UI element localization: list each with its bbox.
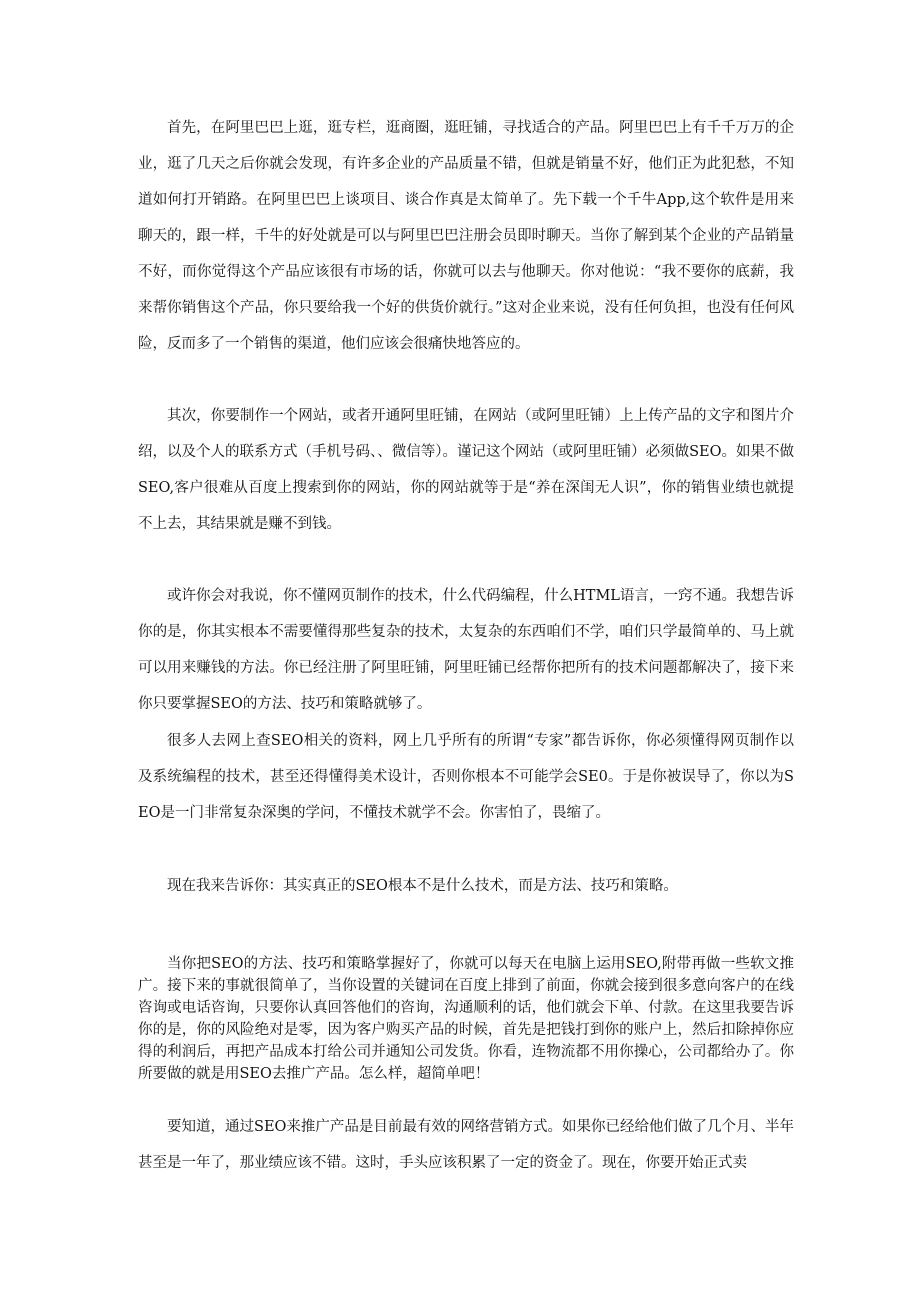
paragraph-build-website: 其次，你要制作一个网站，或者开通阿里旺铺，在网站（或阿里旺铺）上上传产品的文字和图片介绍，以及个人的联系方式（手机号码、、微信等）。谨记这个网站（或阿里旺铺）必须做SEO。如果不做SEO,客户很难从百度上搜索到你的网站，你的网站就等于是“养在深闺无人识”，你的销售业绩也就提不上去，其结果就是赚不到钱。 (138, 408, 794, 532)
paragraph-seo-is-strategy: 现在我来告诉你：其实真正的SEO根本不是什么技术，而是方法、技巧和策略。 (167, 878, 678, 894)
paragraph-seo-workflow: 当你把SEO的方法、技巧和策略掌握好了，你就可以每天在电脑上运用SEO,附带再做一些软文推广。接下来的事就很简单了，当你设置的关键词在百度上排到了前面，你就会接到很多意向客户的在线咨询或电话咨询，只要你认真回答他们的咨询，沟通顺利的话，他们就会下单、付款。在这里我要告诉你的是，你的风险绝对是零，因为客户购买产品的时候，首先是把钱打到你的账户上，然后扣除掉你应得的利润后，再把产品成本打给公司并通知公司发货。你看，连物流都不用你操心，公司都给办了。你所要做的就是用SEO去推广产品。怎么样，超简单吧！ (138, 956, 794, 1082)
paragraph-alibaba-sourcing: 首先，在阿里巴巴上逛，逛专栏，逛商圈，逛旺铺，寻找适合的产品。阿里巴巴上有千千万万的企业，逛了几天之后你就会发现，有许多企业的产品质量不错，但就是销量不好，他们正为此犯愁，不知道如何打开销路。在阿里巴巴上谈项目、谈合作真是太简单了。先下载一个千牛App,这个软件是用来聊天的，跟一样，千牛的好处就是可以与阿里巴巴注册会员即时聊天。当你了解到某个企业的产品销量不好，而你觉得这个产品应该很有市场的话，你就可以去与他聊天。你对他说：“我不要你的底薪，我来帮你销售这个产品，你只要给我一个好的供货价就行。”这对企业来说，没有任何负担，也没有任何风险，反而多了一个销售的渠道，他们应该会很痛快地答应的。 (138, 120, 794, 352)
paragraph-seo-most-effective: 要知道，通过SEO来推广产品是目前最有效的网络营销方式。如果你已经给他们做了几个月、半年甚至是一年了，那业绩应该不错。这时，手头应该积累了一定的资金了。现在，你要开始正式卖 (138, 1119, 794, 1171)
paragraph-no-coding-needed: 或许你会对我说，你不懂网页制作的技术，什么代码编程，什么HTML语言，一窍不通。我想告诉你的是，你其实根本不需要懂得那些复杂的技术，太复杂的东西咱们不学，咱们只学最简单的、马上就可以用来赚钱的方法。你已经注册了阿里旺铺，阿里旺铺已经帮你把所有的技术问题都解决了，接下来你只要掌握SEO的方法、技巧和策略就够了。 (138, 588, 794, 712)
paragraph-experts-misleading: 很多人去网上查SEO相关的资料，网上几乎所有的所谓“专家”都告诉你，你必须懂得网页制作以及系统编程的技术，甚至还得懂得美术设计，否则你根本不可能学会SE0。于是你被误导了，你以为SEO是一门非常复杂深奥的学问，不懂技术就学不会。你害怕了，畏缩了。 (138, 733, 794, 821)
